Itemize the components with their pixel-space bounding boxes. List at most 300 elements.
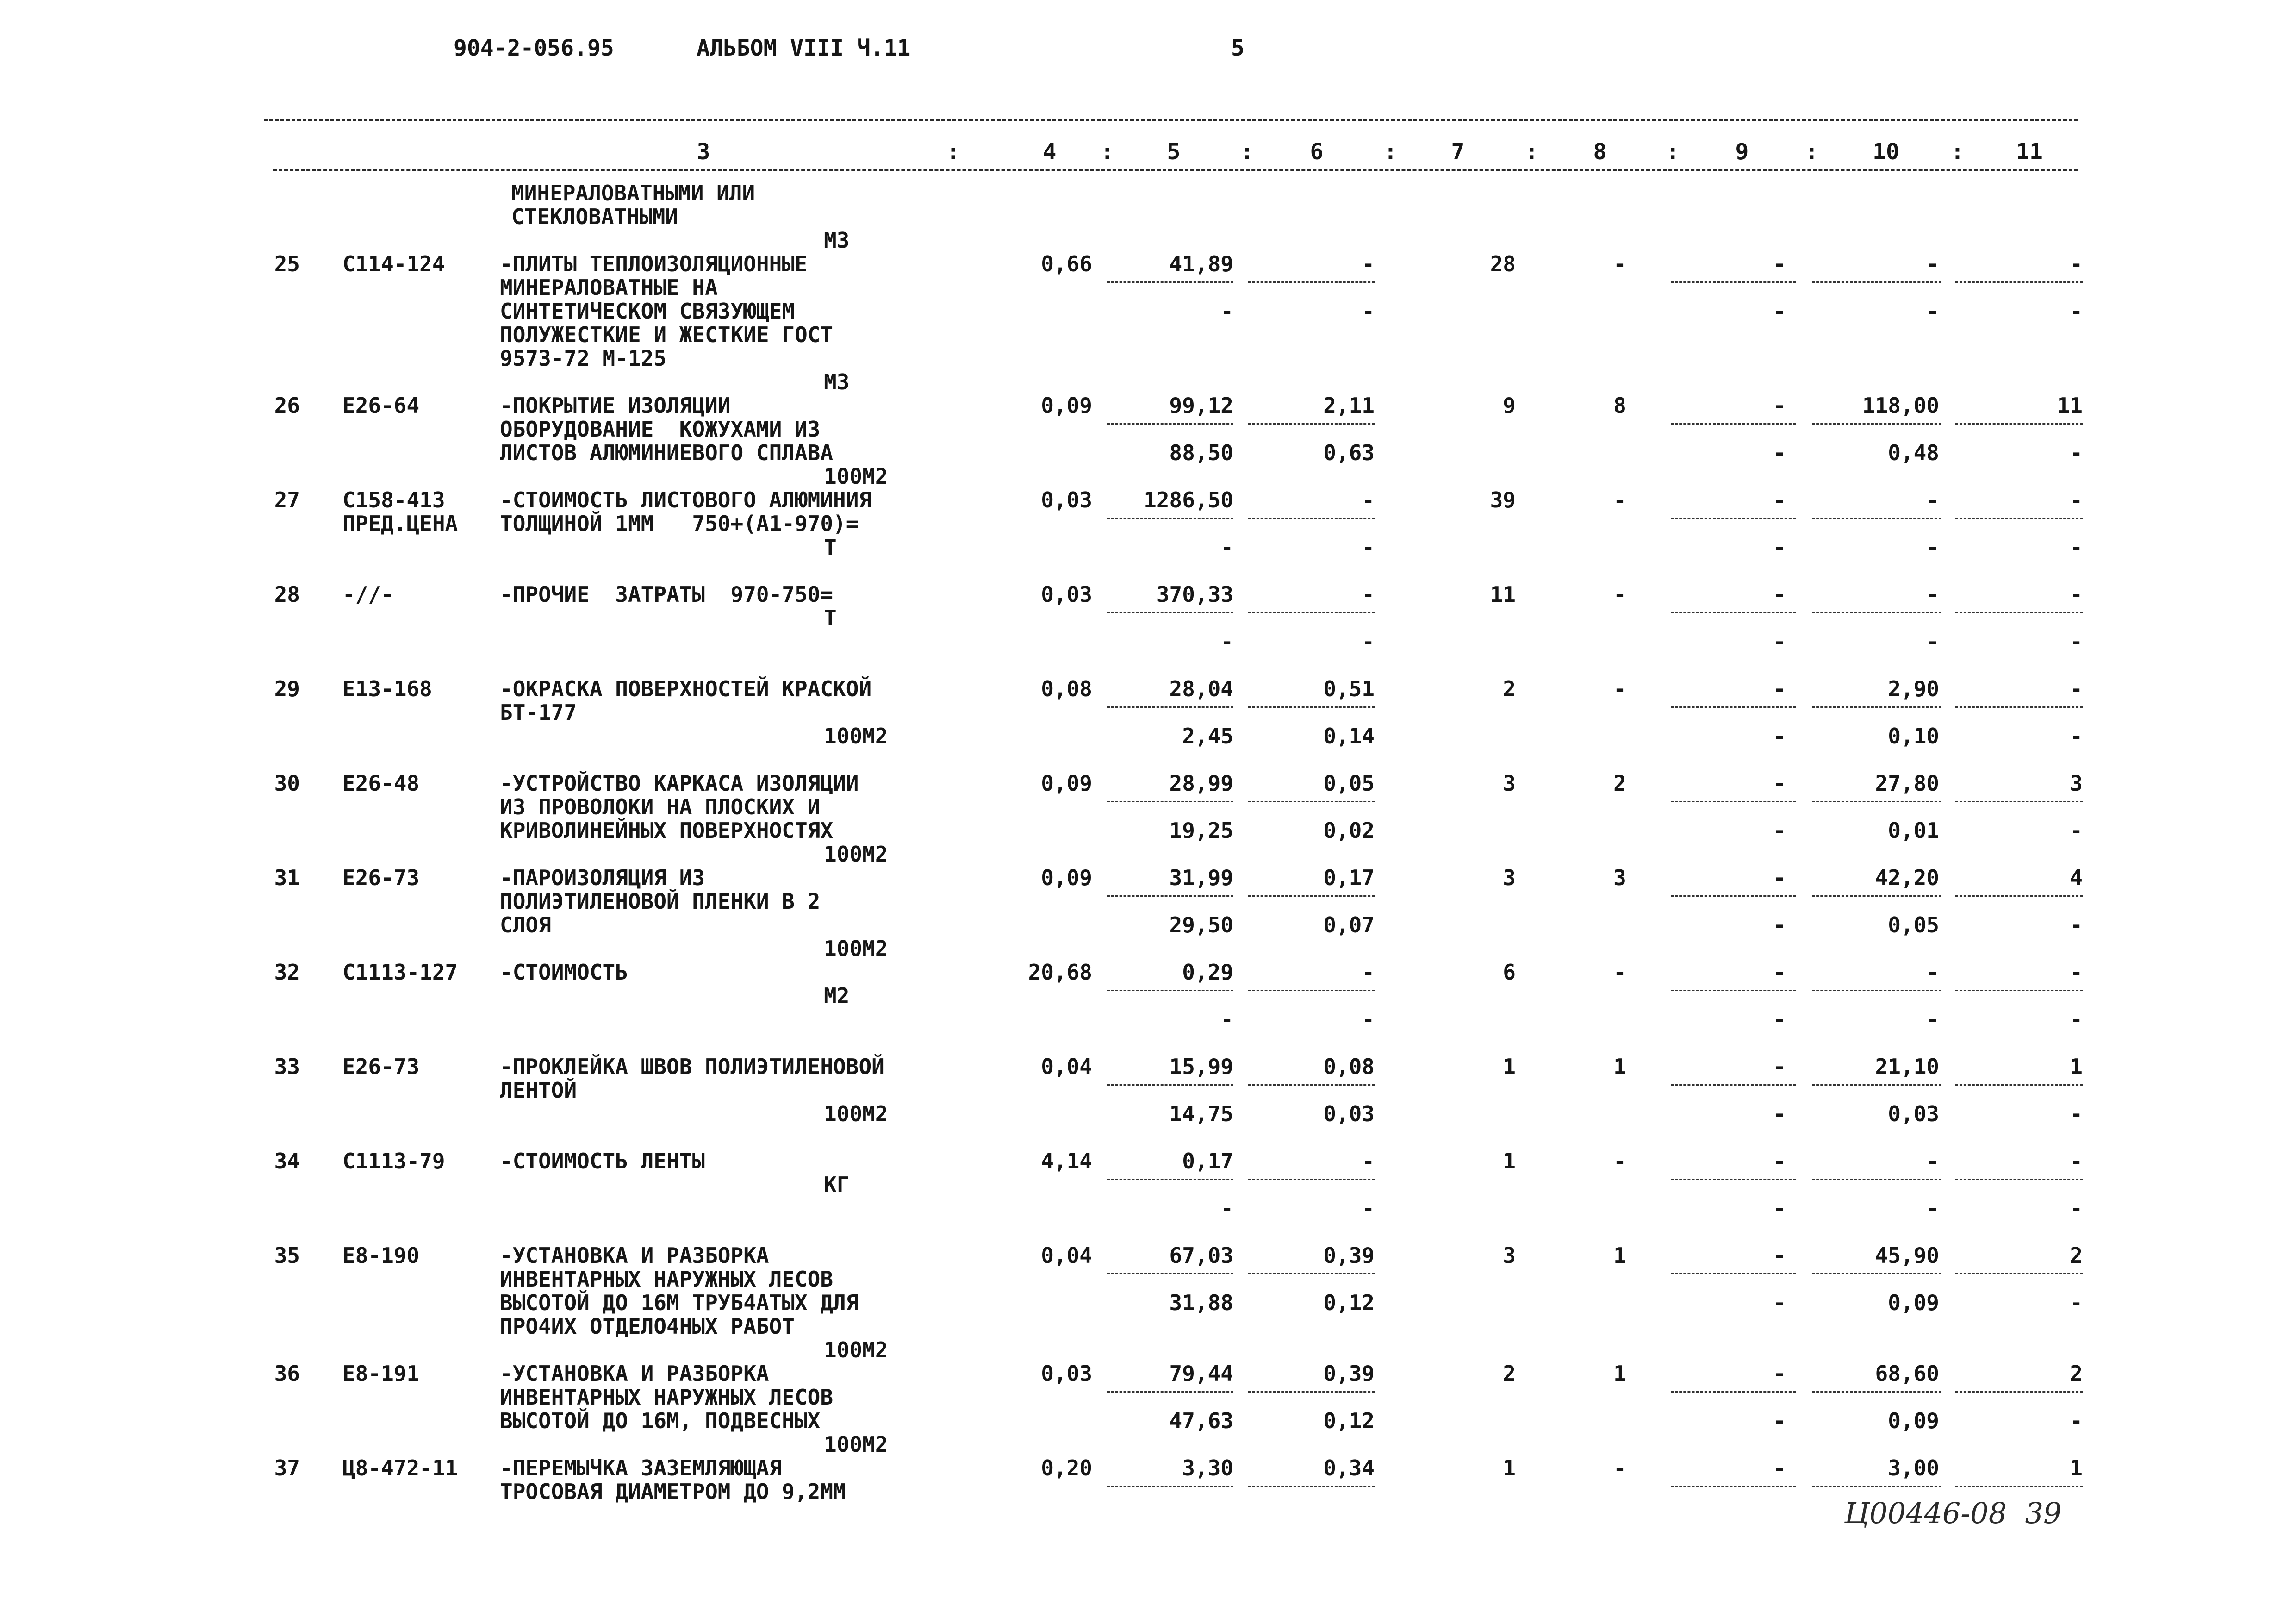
row-number: 32: [274, 960, 300, 985]
cost-value: 28,04: [1169, 676, 1233, 701]
cost-value: -: [1773, 1196, 1786, 1221]
dash-separator: [1812, 990, 1941, 991]
sheet-number: 39: [2025, 1496, 2062, 1530]
cost-value: -: [2070, 1196, 2083, 1221]
dash-separator: [1812, 1391, 1941, 1393]
dash-separator: [1955, 895, 2083, 897]
dash-separator: [1671, 1486, 1796, 1487]
column-separator: :: [1101, 139, 1114, 165]
labor-value: 1: [1503, 1149, 1516, 1174]
dash-separator: [1248, 990, 1375, 991]
labor-value: 6: [1503, 960, 1516, 985]
dash-separator: [1671, 801, 1796, 802]
cost-value: -: [1362, 629, 1375, 654]
cost-value: -: [1926, 1196, 1939, 1221]
cost-value: -: [2070, 251, 2083, 276]
norm-code: С1113-127: [342, 960, 458, 985]
dash-separator: [1955, 1486, 2083, 1487]
cost-value: 45,90: [1875, 1243, 1939, 1268]
dash-separator: [1248, 801, 1375, 802]
description-line: СЛОЯ: [500, 912, 551, 937]
labor-value: -: [1613, 487, 1626, 512]
labor-value: 3: [1613, 865, 1626, 890]
cost-value: -: [1362, 535, 1375, 560]
unit-label: 100М2: [824, 464, 888, 489]
labor-value: 9: [1503, 393, 1516, 418]
album-label: АЛЬБОМ VIII Ч.11: [697, 35, 911, 61]
cost-value: 370,33: [1156, 582, 1233, 607]
description-line: ЛЕНТОЙ: [500, 1078, 577, 1103]
cost-value: 3: [2070, 771, 2083, 796]
cost-value: 0,03: [1323, 1101, 1375, 1126]
dash-separator: [1955, 1273, 2083, 1274]
labor-value: 1: [1613, 1361, 1626, 1386]
dash-separator: [1248, 518, 1375, 519]
cost-value: -: [1773, 1361, 1786, 1386]
dash-separator: [1107, 1273, 1233, 1274]
cost-value: -: [1926, 1149, 1939, 1174]
norm-code: Ц8-472-11: [342, 1455, 458, 1480]
description-line: -ПРОКЛЕЙКА ШВОВ ПОЛИЭТИЛЕНОВОЙ: [500, 1054, 884, 1079]
cost-value: -: [2070, 676, 2083, 701]
cost-value: 19,25: [1169, 818, 1233, 843]
dash-separator: [1248, 1273, 1375, 1274]
unit-label: М2: [824, 983, 850, 1008]
dash-separator: [1248, 1486, 1375, 1487]
row-number: 34: [274, 1149, 300, 1174]
description-line: ПОЛУЖЕСТКИЕ И ЖЕСТКИЕ ГОСТ: [500, 322, 834, 347]
dash-separator: [1671, 706, 1796, 708]
cost-value: -: [1773, 299, 1786, 324]
description-line: -УСТРОЙСТВО КАРКАСА ИЗОЛЯЦИИ: [500, 771, 859, 796]
cost-value: 118,00: [1862, 393, 1939, 418]
labor-value: 39: [1490, 487, 1516, 512]
cost-value: 14,75: [1169, 1101, 1233, 1126]
cost-value: 2: [2070, 1243, 2083, 1268]
cost-value: -: [1773, 393, 1786, 418]
row-number: 37: [274, 1455, 300, 1480]
dash-separator: [1812, 1486, 1941, 1487]
cost-value: 0,48: [1888, 440, 1939, 465]
dash-separator: [1107, 518, 1233, 519]
cost-value: -: [1926, 535, 1939, 560]
description-line: -ПАРОИЗОЛЯЦИЯ ИЗ: [500, 865, 705, 890]
dash-separator: [1812, 706, 1941, 708]
cost-value: -: [1362, 960, 1375, 985]
description-line: ВЫСОТОЙ ДО 16М, ПОДВЕСНЫХ: [500, 1408, 821, 1433]
unit-label: КГ: [824, 1172, 850, 1197]
labor-value: -: [1613, 1149, 1626, 1174]
dash-separator: [1248, 423, 1375, 425]
norm-code: Е26-73: [342, 865, 420, 890]
cost-value: 99,12: [1169, 393, 1233, 418]
dash-separator: [1248, 1391, 1375, 1393]
cost-value: 68,60: [1875, 1361, 1939, 1386]
unit-label: 100М2: [824, 1432, 888, 1457]
cost-value: 31,88: [1169, 1290, 1233, 1315]
cost-value: 0,07: [1323, 912, 1375, 937]
cost-value: -: [1926, 1007, 1939, 1032]
cost-value: -: [1926, 487, 1939, 512]
cost-value: 0,63: [1323, 440, 1375, 465]
column-header-6: 6: [1310, 139, 1324, 165]
cost-value: -: [1773, 1149, 1786, 1174]
dash-separator: [1107, 1391, 1233, 1393]
cost-value: -: [1362, 487, 1375, 512]
description-line: ВЫСОТОЙ ДО 16М ТРУБ4АТЫХ ДЛЯ: [500, 1290, 859, 1315]
labor-value: 1: [1503, 1455, 1516, 1480]
dash-separator: [1248, 1179, 1375, 1180]
cost-value: -: [2070, 818, 2083, 843]
dash-separator: [1671, 1179, 1796, 1180]
column-header-7: 7: [1451, 139, 1465, 165]
cost-value: 0,03: [1888, 1101, 1939, 1126]
unit-label: 100М2: [824, 1101, 888, 1126]
cost-value: -: [1362, 251, 1375, 276]
cost-value: 27,80: [1875, 771, 1939, 796]
labor-value: -: [1613, 582, 1626, 607]
description-line: БТ-177: [500, 700, 577, 725]
labor-value: 3: [1503, 771, 1516, 796]
qty-value: 0,03: [1041, 1361, 1092, 1386]
dash-separator: [1107, 706, 1233, 708]
cost-value: 31,99: [1169, 865, 1233, 890]
column-separator: :: [1951, 139, 1964, 165]
cost-value: 0,01: [1888, 818, 1939, 843]
dash-separator: [1107, 612, 1233, 613]
cost-value: -: [1362, 1007, 1375, 1032]
description-line: СИНТЕТИЧЕСКОМ СВЯЗУЮЩЕМ: [500, 299, 795, 324]
cost-value: 4: [2070, 865, 2083, 890]
cost-value: -: [2070, 1101, 2083, 1126]
cost-value: 21,10: [1875, 1054, 1939, 1079]
cost-value: 1: [2070, 1455, 2083, 1480]
cost-value: -: [1773, 1290, 1786, 1315]
dash-separator: [1955, 518, 2083, 519]
cost-value: -: [1773, 771, 1786, 796]
norm-code: Е8-190: [342, 1243, 420, 1268]
row-number: 26: [274, 393, 300, 418]
cost-value: -: [2070, 629, 2083, 654]
description-line: -УСТАНОВКА И РАЗБОРКА: [500, 1243, 769, 1268]
labor-value: 11: [1490, 582, 1516, 607]
norm-code: Е8-191: [342, 1361, 420, 1386]
dash-separator: [1248, 281, 1375, 283]
cost-value: -: [1220, 1196, 1233, 1221]
norm-code: Е26-64: [342, 393, 420, 418]
cost-value: 0,17: [1323, 865, 1375, 890]
cost-value: -: [1773, 535, 1786, 560]
cost-value: -: [2070, 1290, 2083, 1315]
norm-code: С114-124: [342, 251, 445, 276]
cost-value: -: [1220, 1007, 1233, 1032]
cost-value: -: [1362, 582, 1375, 607]
description-line: -ПЛИТЫ ТЕПЛОИЗОЛЯЦИОННЫЕ: [500, 251, 808, 276]
qty-value: 0,03: [1041, 487, 1092, 512]
cost-value: -: [2070, 535, 2083, 560]
row-number: 28: [274, 582, 300, 607]
labor-value: 2: [1613, 771, 1626, 796]
description-line: КРИВОЛИНЕЙНЫХ ПОВЕРХНОСТЯХ: [500, 818, 834, 843]
dash-separator: [1955, 990, 2083, 991]
cost-value: 0,14: [1323, 724, 1375, 749]
cost-value: 2: [2070, 1361, 2083, 1386]
dash-separator: [1671, 1273, 1796, 1274]
cost-value: 0,34: [1323, 1455, 1375, 1480]
cost-value: 28,99: [1169, 771, 1233, 796]
cost-value: 0,08: [1323, 1054, 1375, 1079]
norm-code: -//-: [342, 582, 394, 607]
column-header-8: 8: [1593, 139, 1607, 165]
qty-value: 0,09: [1041, 771, 1092, 796]
cost-value: -: [1773, 724, 1786, 749]
labor-value: -: [1613, 960, 1626, 985]
stamp-signature: [1844, 1496, 2061, 1530]
unit-label: 100М2: [824, 842, 888, 867]
description-line: СТЕКЛОВАТНЫМИ: [511, 204, 678, 229]
cost-value: 0,29: [1182, 960, 1233, 985]
cost-value: 3,00: [1888, 1455, 1939, 1480]
cost-value: -: [1773, 1007, 1786, 1032]
dash-separator: [1955, 1391, 2083, 1393]
unit-label: М3: [824, 369, 850, 394]
dash-separator: [1812, 1084, 1941, 1086]
dash-separator: [1812, 1179, 1941, 1180]
description-line: 9573-72 М-125: [500, 346, 667, 371]
dash-separator: [1955, 801, 2083, 802]
header-rule: [273, 169, 2078, 171]
cost-value: 0,09: [1888, 1408, 1939, 1433]
dash-separator: [1812, 423, 1941, 425]
dash-separator: [1248, 706, 1375, 708]
dash-separator: [1812, 1273, 1941, 1274]
cost-value: 0,12: [1323, 1408, 1375, 1433]
cost-value: -: [2070, 1408, 2083, 1433]
cost-value: 0,51: [1323, 676, 1375, 701]
cost-value: -: [1926, 299, 1939, 324]
column-separator: :: [1384, 139, 1397, 165]
description-line: ИЗ ПРОВОЛОКИ НА ПЛОСКИХ И: [500, 794, 821, 819]
cost-value: 88,50: [1169, 440, 1233, 465]
doc-code: 904-2-056.95: [454, 35, 614, 61]
cost-value: -: [1362, 299, 1375, 324]
cost-value: 67,03: [1169, 1243, 1233, 1268]
cost-value: -: [2070, 440, 2083, 465]
cost-value: 29,50: [1169, 912, 1233, 937]
column-separator: :: [1805, 139, 1818, 165]
description-line: ИНВЕНТАРНЫХ НАРУЖНЫХ ЛЕСОВ: [500, 1267, 834, 1292]
dash-separator: [1671, 281, 1796, 283]
dash-separator: [1955, 612, 2083, 613]
cost-value: 0,10: [1888, 724, 1939, 749]
row-number: 30: [274, 771, 300, 796]
dash-separator: [1955, 1084, 2083, 1086]
dash-separator: [1107, 1486, 1233, 1487]
description-line: МИНЕРАЛОВАТНЫМИ ИЛИ: [511, 181, 755, 206]
cost-value: 0,09: [1888, 1290, 1939, 1315]
cost-value: -: [1773, 487, 1786, 512]
cost-value: -: [2070, 299, 2083, 324]
dash-separator: [1107, 990, 1233, 991]
labor-value: 2: [1503, 1361, 1516, 1386]
qty-value: 0,20: [1041, 1455, 1092, 1480]
dash-separator: [1955, 1179, 2083, 1180]
cost-value: -: [2070, 724, 2083, 749]
labor-value: 28: [1490, 251, 1516, 276]
stamp-code: Ц00446-08: [1844, 1496, 2007, 1530]
dash-separator: [1955, 706, 2083, 708]
description-line: ОБОРУДОВАНИЕ КОЖУХАМИ ИЗ: [500, 417, 821, 442]
row-number: 27: [274, 487, 300, 512]
cost-value: 1: [2070, 1054, 2083, 1079]
cost-value: -: [1773, 440, 1786, 465]
qty-value: 0,04: [1041, 1054, 1092, 1079]
cost-value: -: [2070, 960, 2083, 985]
description-line: -ПРОЧИЕ ЗАТРАТЫ 970-750=: [500, 582, 834, 607]
cost-value: -: [2070, 582, 2083, 607]
labor-value: -: [1613, 676, 1626, 701]
page-number: 5: [1231, 35, 1244, 61]
cost-value: -: [2070, 912, 2083, 937]
cost-value: -: [1362, 1149, 1375, 1174]
column-separator: :: [1666, 139, 1680, 165]
cost-value: 3,30: [1182, 1455, 1233, 1480]
norm-code: ПРЕД.ЦЕНА: [342, 511, 458, 536]
description-line: ЛИСТОВ АЛЮМИНИЕВОГО СПЛАВА: [500, 440, 834, 465]
description-line: ПОЛИЭТИЛЕНОВОЙ ПЛЕНКИ В 2: [500, 889, 821, 914]
dash-separator: [1671, 518, 1796, 519]
labor-value: 1: [1503, 1054, 1516, 1079]
norm-code: Е26-48: [342, 771, 420, 796]
dash-separator: [1107, 1084, 1233, 1086]
cost-value: 79,44: [1169, 1361, 1233, 1386]
unit-label: Т: [824, 535, 837, 560]
cost-value: -: [1773, 818, 1786, 843]
cost-value: -: [2070, 1007, 2083, 1032]
qty-value: 0,04: [1041, 1243, 1092, 1268]
column-separator: :: [1525, 139, 1538, 165]
dash-separator: [1248, 1084, 1375, 1086]
cost-value: 0,05: [1323, 771, 1375, 796]
description-line: -ПЕРЕМЫЧКА ЗАЗЕМЛЯЮЩАЯ: [500, 1455, 782, 1480]
cost-value: -: [1773, 676, 1786, 701]
dash-separator: [1812, 281, 1941, 283]
cost-value: 42,20: [1875, 865, 1939, 890]
cost-value: 2,90: [1888, 676, 1939, 701]
cost-value: -: [1773, 1408, 1786, 1433]
description-line: -ОКРАСКА ПОВЕРХНОСТЕЙ КРАСКОЙ: [500, 676, 872, 701]
cost-value: -: [1220, 629, 1233, 654]
dash-separator: [1812, 895, 1941, 897]
column-separator: :: [1240, 139, 1254, 165]
dash-separator: [1107, 1179, 1233, 1180]
column-header-11: 11: [2016, 139, 2043, 165]
column-header-10: 10: [1873, 139, 1899, 165]
cost-value: 2,11: [1323, 393, 1375, 418]
cost-value: 15,99: [1169, 1054, 1233, 1079]
description-line: ПРО4ИХ ОТДЕЛО4НЫХ РАБОТ: [500, 1314, 795, 1339]
cost-value: -: [1773, 1243, 1786, 1268]
labor-value: 1: [1613, 1243, 1626, 1268]
cost-value: -: [1926, 629, 1939, 654]
norm-code: Е13-168: [342, 676, 432, 701]
cost-value: 41,89: [1169, 251, 1233, 276]
cost-value: 0,12: [1323, 1290, 1375, 1315]
top-rule: [264, 119, 2078, 121]
labor-value: -: [1613, 1455, 1626, 1480]
dash-separator: [1248, 895, 1375, 897]
description-line: МИНЕРАЛОВАТНЫЕ НА: [500, 275, 718, 300]
dash-separator: [1955, 281, 2083, 283]
qty-value: 4,14: [1041, 1149, 1092, 1174]
dash-separator: [1812, 518, 1941, 519]
cost-value: -: [1220, 535, 1233, 560]
dash-separator: [1671, 1391, 1796, 1393]
cost-value: -: [1773, 1054, 1786, 1079]
row-number: 33: [274, 1054, 300, 1079]
cost-value: -: [1773, 1455, 1786, 1480]
dash-separator: [1107, 895, 1233, 897]
description-line: -ПОКРЫТИЕ ИЗОЛЯЦИИ: [500, 393, 731, 418]
row-number: 25: [274, 251, 300, 276]
cost-value: -: [1773, 865, 1786, 890]
cost-value: -: [1926, 960, 1939, 985]
column-header-4: 4: [1043, 139, 1057, 165]
qty-value: 0,03: [1041, 582, 1092, 607]
dash-separator: [1671, 1084, 1796, 1086]
row-number: 35: [274, 1243, 300, 1268]
unit-label: Т: [824, 606, 837, 631]
unit-label: М3: [824, 228, 850, 253]
description-line: ТОЛЩИНОЙ 1ММ 750+(А1-970)=: [500, 511, 859, 536]
cost-value: -: [1773, 629, 1786, 654]
dash-separator: [1671, 423, 1796, 425]
unit-label: 100М2: [824, 724, 888, 749]
dash-separator: [1671, 895, 1796, 897]
labor-value: -: [1613, 251, 1626, 276]
cost-value: 1286,50: [1144, 487, 1233, 512]
cost-value: -: [1773, 251, 1786, 276]
unit-label: 100М2: [824, 936, 888, 961]
qty-value: 0,09: [1041, 865, 1092, 890]
dash-separator: [1812, 801, 1941, 802]
cost-value: 2,45: [1182, 724, 1233, 749]
norm-code: С158-413: [342, 487, 445, 512]
cost-value: 0,17: [1182, 1149, 1233, 1174]
description-line: -СТОИМОСТЬ ЛИСТОВОГО АЛЮМИНИЯ: [500, 487, 872, 512]
dash-separator: [1671, 990, 1796, 991]
description-line: -СТОИМОСТЬ ЛЕНТЫ: [500, 1149, 705, 1174]
description-line: -УСТАНОВКА И РАЗБОРКА: [500, 1361, 769, 1386]
qty-value: 0,66: [1041, 251, 1092, 276]
row-number: 36: [274, 1361, 300, 1386]
cost-value: -: [1773, 912, 1786, 937]
dash-separator: [1107, 423, 1233, 425]
dash-separator: [1812, 612, 1941, 613]
cost-value: 11: [2057, 393, 2083, 418]
cost-value: 0,02: [1323, 818, 1375, 843]
norm-code: С1113-79: [342, 1149, 445, 1174]
cost-value: -: [1926, 582, 1939, 607]
column-header-3: 3: [697, 139, 710, 165]
dash-separator: [1671, 612, 1796, 613]
cost-value: 0,39: [1323, 1243, 1375, 1268]
description-line: ТРОСОВАЯ ДИАМЕТРОМ ДО 9,2ММ: [500, 1479, 846, 1504]
column-separator: :: [946, 139, 960, 165]
labor-value: 3: [1503, 865, 1516, 890]
cost-value: 0,39: [1323, 1361, 1375, 1386]
qty-value: 0,09: [1041, 393, 1092, 418]
